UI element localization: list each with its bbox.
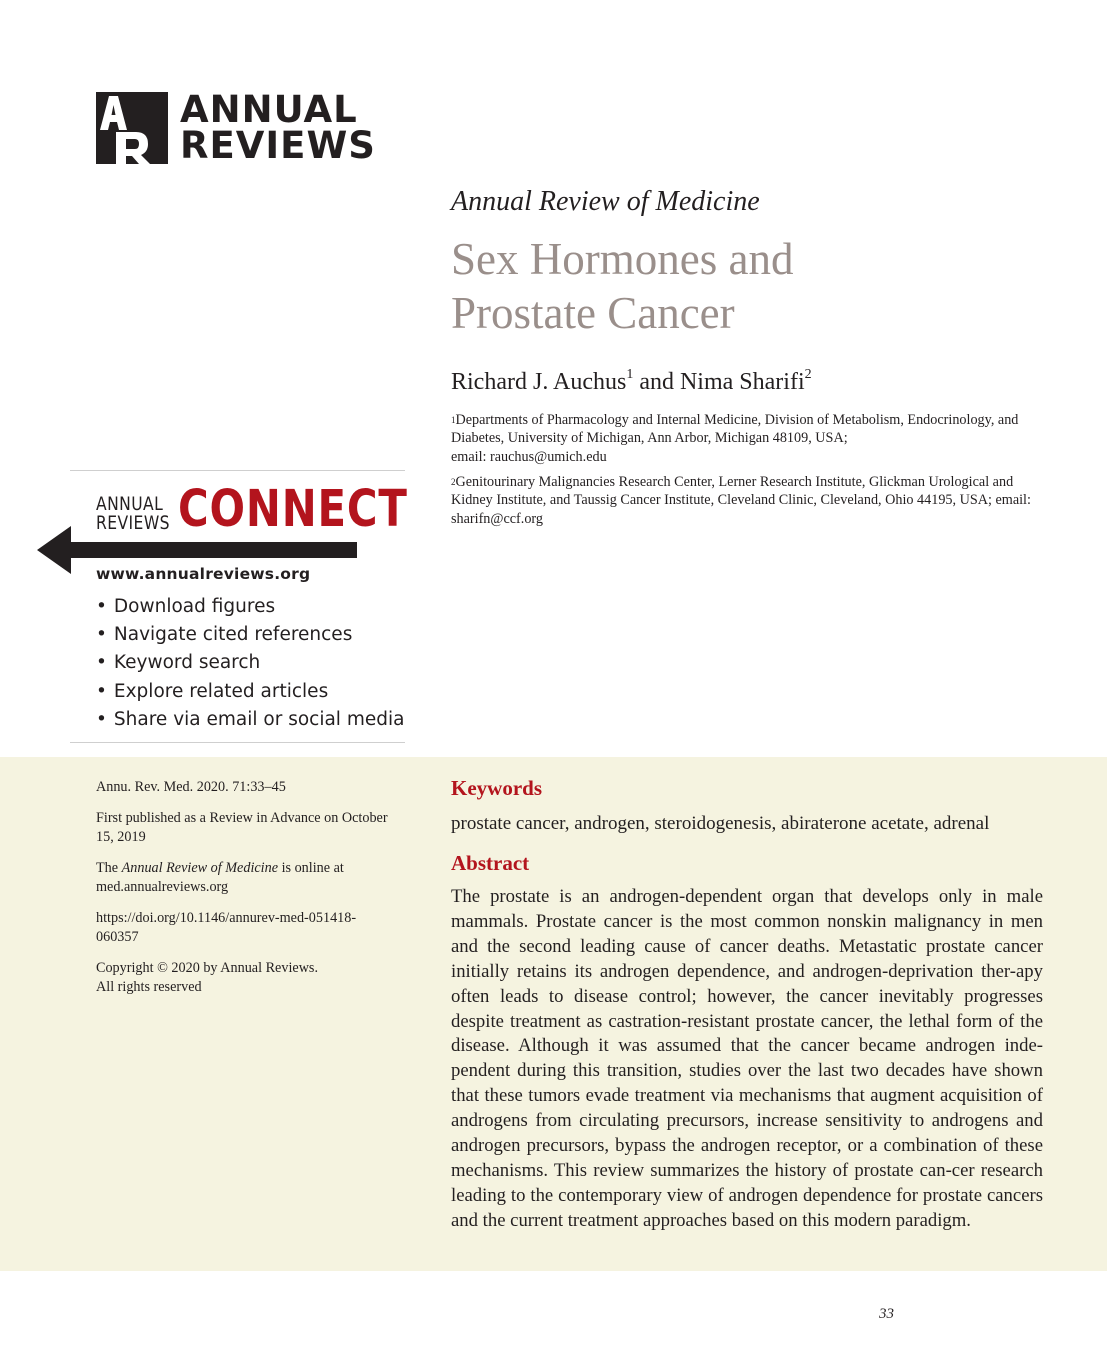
author-1: Richard J. Auchus	[451, 369, 627, 395]
affiliation-1-text: Departments of Pharmacology and Internal Medicine, Division of Metabolism, Endocrinology, and Diabetes, University of Michigan, Ann Arbor, Michigan 48109, USA;	[451, 412, 1019, 447]
connect-box	[70, 470, 408, 743]
rights-line: All rights reserved	[96, 979, 202, 995]
author-2: Nima Sharifi	[679, 369, 805, 395]
ar-logo-mark-icon	[96, 92, 168, 164]
journal-name: Annual Review of Medicine	[451, 186, 760, 217]
connect-item-keyword-search: • Keyword search	[96, 649, 404, 677]
online-info-post: is online at med.annualreviews.org	[96, 860, 344, 895]
logo-wordmark	[180, 88, 376, 167]
affiliation-2-text: Genitourinary Malignancies Research Center, Lerner Research Institute, Glickman Urological and Kidney Institute, and Taussig Cancer Institute, Cleveland Clinic, Cleveland, Ohio 44195, USA; email: sharifn@ccf.org	[451, 474, 1031, 527]
connect-item-related-articles: • Explore related articles	[96, 678, 404, 706]
author-1-affiliation: 1	[626, 367, 634, 382]
affiliation-2	[451, 473, 1051, 528]
connect-item-download-figures: • Download figures	[96, 593, 404, 621]
connect-feature-list	[96, 593, 404, 734]
connect-item-share: • Share via email or social media	[96, 706, 404, 734]
article-title	[451, 232, 1051, 340]
keywords-text: prostate cancer, androgen, steroidogenesis, abiraterone acetate, adrenal	[451, 813, 990, 834]
online-info	[96, 859, 396, 897]
keywords-heading: Keywords	[451, 776, 542, 800]
annual-reviews-logo	[96, 88, 376, 167]
connect-small-line-1: ANNUAL	[96, 493, 164, 515]
citation-info: Annu. Rev. Med. 2020. 71:33–45	[96, 779, 286, 795]
page-number: 33	[879, 1306, 894, 1322]
logo-line-reviews: REVIEWS	[180, 124, 376, 167]
online-info-pre: The	[96, 860, 122, 876]
online-info-journal: Annual Review of Medicine	[121, 860, 279, 876]
affiliation-2-marker: 2	[451, 477, 456, 487]
author-separator: and	[633, 369, 680, 395]
affiliation-1-email[interactable]: email: rauchus@umich.edu	[451, 448, 607, 465]
doi-link[interactable]: https://doi.org/10.1146/annurev-med-051418-060357	[96, 910, 357, 945]
connect-url-link[interactable]: www.annualreviews.org	[96, 565, 311, 583]
title-line-1: Sex Hormones and	[451, 234, 794, 284]
affiliation-1	[451, 411, 1051, 466]
copyright-info	[96, 959, 396, 997]
logo-line-annual: ANNUAL	[180, 88, 358, 131]
connect-item-cited-references: • Navigate cited references	[96, 621, 404, 649]
author-list	[451, 369, 812, 396]
abstract-text: The prostate is an androgen-dependent organ that develops only in male mammals. Prostate cancer is the most common nonskin malignancy in men and the second leading cause of cancer deaths. Metastatic prostate cancer initially retains its androgen dependence, and androgen-deprivation ther-apy often leads to disease control; however, the cancer inevitably progresses despite treatment as castration-resistant prostate cancer, the lethal form of the disease. Although it was assumed that the cancer became androgen inde-pendent during this transition, studies over the last two decades have shown that these tumors evade treatment via mechanisms that augment acquisition of androgens from circulating precursors, increase sensitivity to androgens and androgen precursors, bypass the androgen receptor, or a combination of these mechanisms. This review summarizes the history of prostate can-cer research leading to the contemporary view of androgen dependence for prostate cancers and the current treatment approaches based on this modern paradigm.	[451, 886, 1043, 1231]
first-published-info: First published as a Review in Advance on October 15, 2019	[96, 810, 388, 845]
affiliation-1-marker: 1	[451, 415, 456, 425]
connect-small-line-2: REVIEWS	[96, 512, 170, 534]
author-2-affiliation: 2	[804, 367, 812, 382]
abstract-heading: Abstract	[451, 851, 530, 875]
title-line-2: Prostate Cancer	[451, 288, 735, 338]
connect-title: CONNECT	[178, 480, 408, 539]
copyright-line: Copyright © 2020 by Annual Reviews.	[96, 960, 319, 976]
